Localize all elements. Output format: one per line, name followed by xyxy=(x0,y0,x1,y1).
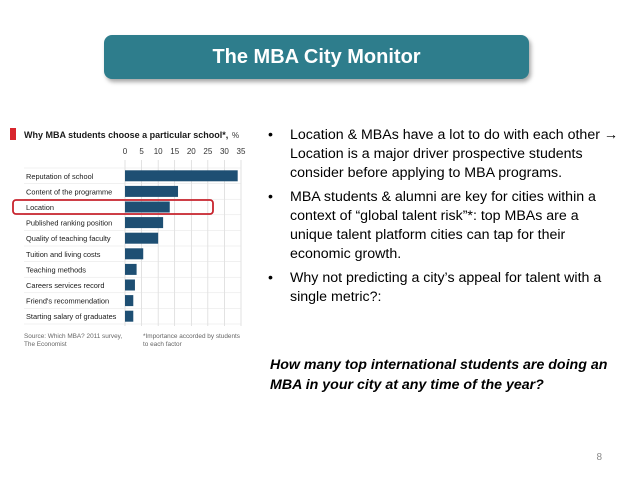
x-tick-label: 35 xyxy=(236,147,246,156)
bar-chart xyxy=(8,124,248,358)
bar xyxy=(125,170,238,181)
bar xyxy=(125,264,137,275)
x-tick-label: 30 xyxy=(219,147,229,156)
x-tick-label: 25 xyxy=(203,147,213,156)
category-label: Tuition and living costs xyxy=(26,249,101,259)
bullet-text: Location & MBAs have a lot to do with each other → Location is a major driver prospective students consider before applying to MBA programs. xyxy=(290,127,619,181)
bar xyxy=(125,295,133,306)
category-label: Published ranking position xyxy=(26,218,113,228)
bullet-text: MBA students & alumni are key for cities within a context of “global talent risk”*: top MBAs are a unique talent platform cities can tap for their economic growth. xyxy=(290,189,596,262)
chart-figure xyxy=(8,124,248,358)
bullet-item xyxy=(268,269,620,307)
category-label: Teaching methods xyxy=(26,265,86,275)
x-tick-label: 5 xyxy=(139,147,144,156)
category-label: Reputation of school xyxy=(26,171,94,181)
category-label: Friend's recommendation xyxy=(26,296,110,306)
category-label: Quality of teaching faculty xyxy=(26,234,111,244)
bullet-text: Why not predicting a city’s appeal for talent with a single metric?: xyxy=(290,270,602,305)
bullet-item xyxy=(268,188,620,264)
bullet-item xyxy=(268,126,620,183)
x-tick-label: 20 xyxy=(186,147,196,156)
category-label: Careers services record xyxy=(26,281,105,290)
bar xyxy=(125,186,178,197)
category-label: Location xyxy=(26,203,54,212)
bullet-marker: • xyxy=(268,189,273,205)
bullet-marker: • xyxy=(268,270,273,286)
bullet-list xyxy=(268,126,620,312)
x-tick-label: 10 xyxy=(153,147,163,156)
chart-title-unit: % xyxy=(232,131,240,140)
bar xyxy=(125,217,163,228)
bar xyxy=(125,202,170,213)
slide-title: The MBA City Monitor xyxy=(212,45,421,68)
chart-title: Why MBA students choose a particular school*, xyxy=(24,130,229,140)
key-question: How many top international students are doing an MBA in your city at any time of the year? xyxy=(270,357,608,393)
x-tick-label: 0 xyxy=(122,147,128,156)
slide-title-banner xyxy=(104,35,529,79)
bar xyxy=(125,233,158,244)
title-accent-mark xyxy=(10,128,16,140)
bar xyxy=(125,311,133,322)
page-number: 8 xyxy=(596,452,602,463)
bar xyxy=(125,248,143,259)
bullet-marker: • xyxy=(268,127,273,143)
category-label: Starting salary of graduates xyxy=(26,312,117,322)
category-label: Content of the programme xyxy=(26,187,113,197)
chart-footnote: *Importance accorded by students to each factor xyxy=(143,333,240,348)
x-tick-label: 15 xyxy=(170,147,180,156)
chart-source: Source: Which MBA? 2011 survey, The Economist xyxy=(24,333,123,348)
bar xyxy=(125,280,135,291)
